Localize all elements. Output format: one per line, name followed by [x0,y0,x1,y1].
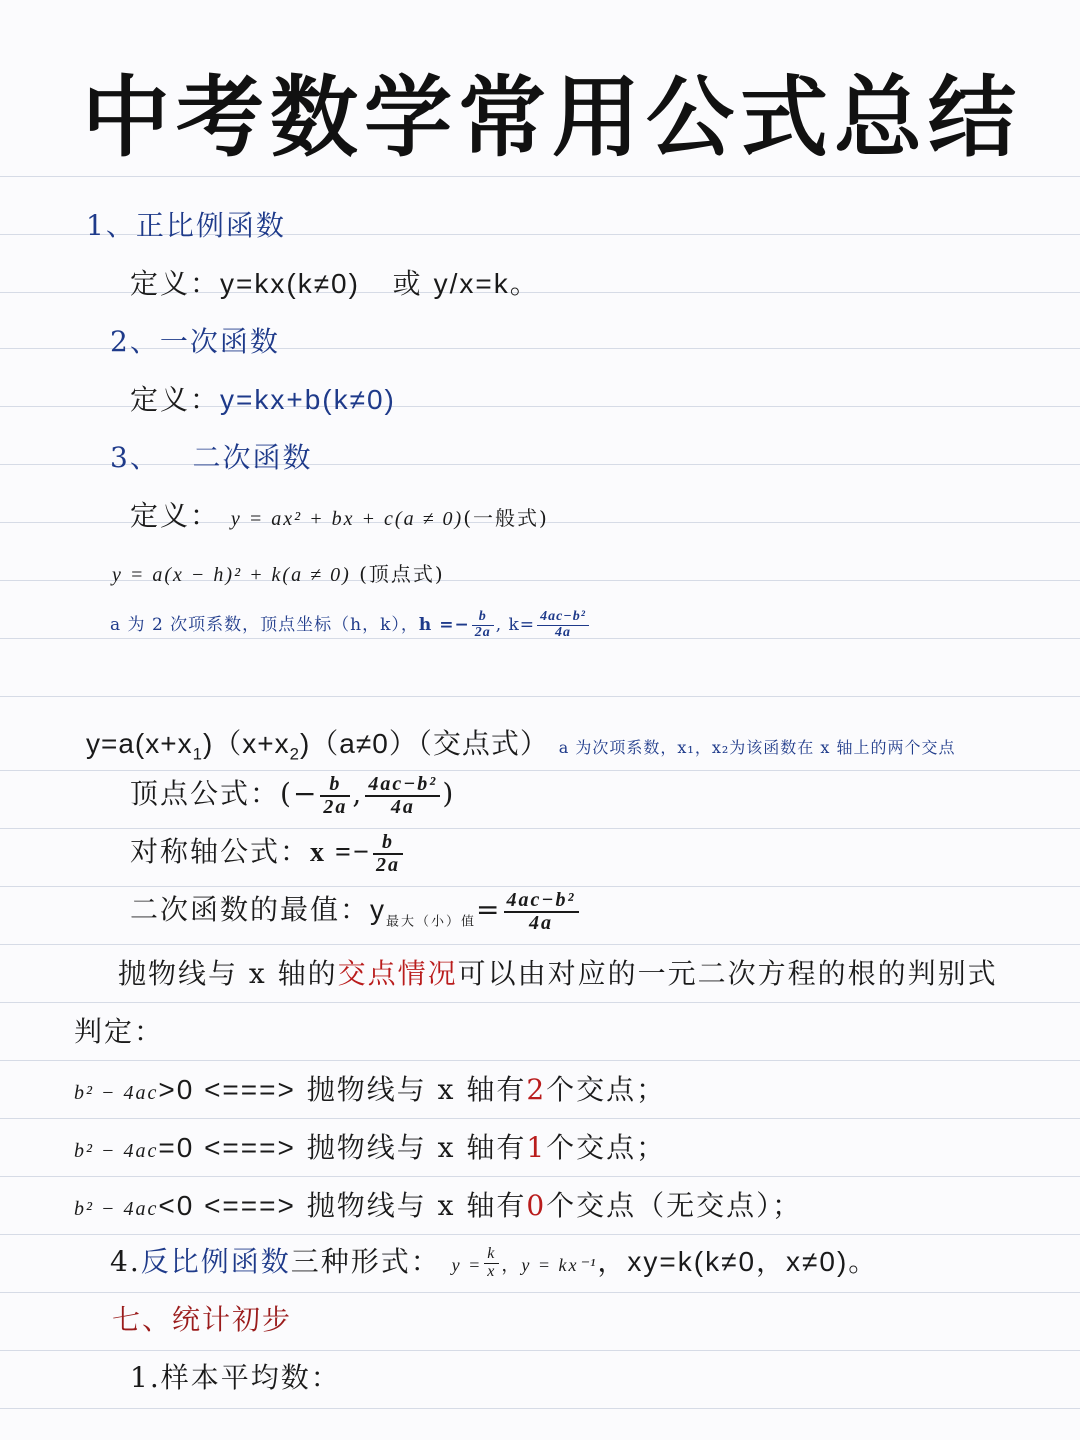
case-text-a: 抛物线与 x 轴有 [306,1189,527,1222]
intro-a: 抛物线与 x 轴的 [118,957,338,990]
vertex-label: (顶点式) [359,562,445,586]
h-denominator: 2a [474,625,491,640]
general-form [130,494,549,534]
note-text: a 为 2 次项系数，顶点坐标（h，k）， [110,615,419,635]
case-text-b: 个交点； [546,1073,667,1106]
section-3-number: 3、 [110,441,160,474]
definition-formula: y=kx(k≠0) [220,268,360,299]
form1-left: y = [451,1255,483,1275]
form3: ，xy=k(k≠0，x≠0)。 [597,1246,879,1277]
definition-or: 或 [392,267,423,300]
case-text-b: 个交点（无交点）； [546,1189,803,1222]
note-h: h =− [418,615,470,635]
ruled-line [0,176,1080,177]
form2: y = kx⁻¹ [521,1255,598,1275]
note-k: , k= [495,615,536,635]
vertex-denominator-1: 2a [323,795,348,818]
case-op: <0 <===> [158,1190,296,1221]
section-1-definition [130,262,540,302]
vertex-fraction-2 [365,774,440,818]
h-fraction [472,610,494,640]
vertex-point-formula: 顶点公式：(− $\frac{b}{2a}$ , $\frac{\text{4ac−b²}}{4a}$ ) [130,772,456,818]
case-count: 1 [526,1131,547,1164]
extreme-formula [130,888,581,934]
coefficient-note [110,610,591,641]
vertex-numerator-2: 4ac−b² [365,774,440,797]
section-4-heading-rest: 三种形式： [290,1245,441,1278]
ruled-line [0,1408,1080,1409]
axis-numerator: b [373,832,403,855]
general-label: (一般式) [463,506,549,530]
section-4-heading [110,1240,878,1281]
ruled-line [0,1350,1080,1351]
definition-alt: y/x=k。 [433,268,540,299]
section-2-heading: 2、一次函数 [110,325,280,358]
vertex-point-label: 顶点公式： [130,777,281,810]
ruled-line [0,828,1080,829]
intercept-formula-b: )（x+x [202,728,290,759]
axis-formula [130,830,405,876]
section-4-number: 4. [110,1245,141,1278]
discriminant-intro-end: 判定： [74,1015,165,1048]
case-count: 0 [526,1189,547,1222]
axis-x: x =− [310,837,371,868]
definition-label: 定义： [130,383,221,416]
extreme-numerator: 4ac−b² [504,890,579,913]
ruled-line [0,1176,1080,1177]
intercept-sub1: 1 [192,744,203,764]
discriminant-case-1 [74,1068,666,1108]
section-7-heading: 七、统计初步 [112,1303,293,1336]
form1-numerator: k [484,1246,499,1264]
definition-label: 定义： [130,267,221,300]
section-1-heading: 1、正比例函数 [86,209,286,242]
vertex-fraction-1 [320,774,350,818]
k-numerator: 4ac−b² [537,610,589,626]
h-numerator: b [472,610,494,626]
definition-formula: y=kx+b(k≠0) [220,384,396,415]
vertex-point-open: (− [280,777,319,810]
section-3-title: 二次函数 [192,441,313,474]
extreme-label: 二次函数的最值： [130,893,371,926]
k-denominator: 4a [555,625,572,640]
case-count: 2 [526,1073,547,1106]
section-2-definition [130,378,396,418]
case-text-a: 抛物线与 x 轴有 [306,1131,527,1164]
axis-fraction [373,832,403,876]
extreme-y: y [370,894,387,925]
intercept-sub2: 2 [289,744,300,764]
intro-red: 交点情况 [337,957,458,990]
axis-label: 对称轴公式： [130,835,311,868]
axis-denominator: 2a [375,853,400,876]
section-7-item-1: 1.样本平均数： [130,1361,341,1394]
ruled-line [0,1002,1080,1003]
extreme-sub: 最大（小）值 [386,914,477,930]
general-formula: y = ax² + bx + c(a ≠ 0) [230,508,464,530]
discriminant-case-3 [74,1184,802,1224]
section-4-heading-blue: 反比例函数 [140,1245,291,1278]
definition-label: 定义： [130,499,221,532]
vertex-form [112,558,445,587]
intercept-formula-c: )（a≠0） [299,728,418,759]
intercept-formula-a: y=a(x+x [86,728,193,759]
ruled-line [0,770,1080,771]
discriminant-intro [118,952,998,992]
ruled-line [0,1234,1080,1235]
intercept-form [86,722,955,765]
ruled-line [0,1292,1080,1293]
form1-fraction [484,1246,499,1281]
ruled-line [0,886,1080,887]
page-title: 中考数学常用公式总结 [82,66,1023,169]
extreme-fraction [504,890,579,934]
ruled-line [0,944,1080,945]
vertex-formula: y = a(x − h)² + k(a ≠ 0) [112,564,351,586]
vertex-point-close: ) [442,777,456,810]
ruled-line [0,696,1080,697]
form1-denominator: x [487,1263,497,1280]
case-op: =0 <===> [158,1132,296,1163]
ruled-line [0,1118,1080,1119]
intro-b: 可以由对应的一元二次方程的根的判别式 [457,957,998,990]
vertex-numerator-1: b [320,774,350,797]
section-3-heading [110,436,313,476]
intercept-note: a 为次项系数，x₁，x₂为该函数在 x 轴上的两个交点 [558,738,956,757]
extreme-eq: = [476,893,502,926]
case-text-a: 抛物线与 x 轴有 [306,1073,527,1106]
case-expr: b² − 4ac [74,1140,159,1162]
form-separator: ， [501,1255,522,1276]
case-text-b: 个交点； [546,1131,667,1164]
case-op: >0 <===> [158,1074,296,1105]
extreme-denominator: 4a [529,911,553,934]
intercept-label: （交点式） [417,727,549,760]
case-expr: b² − 4ac [74,1198,159,1220]
discriminant-case-2 [74,1126,666,1166]
k-fraction [537,610,589,640]
ruled-line [0,1060,1080,1061]
vertex-denominator-2: 4a [390,795,415,818]
case-expr: b² − 4ac [74,1082,159,1104]
